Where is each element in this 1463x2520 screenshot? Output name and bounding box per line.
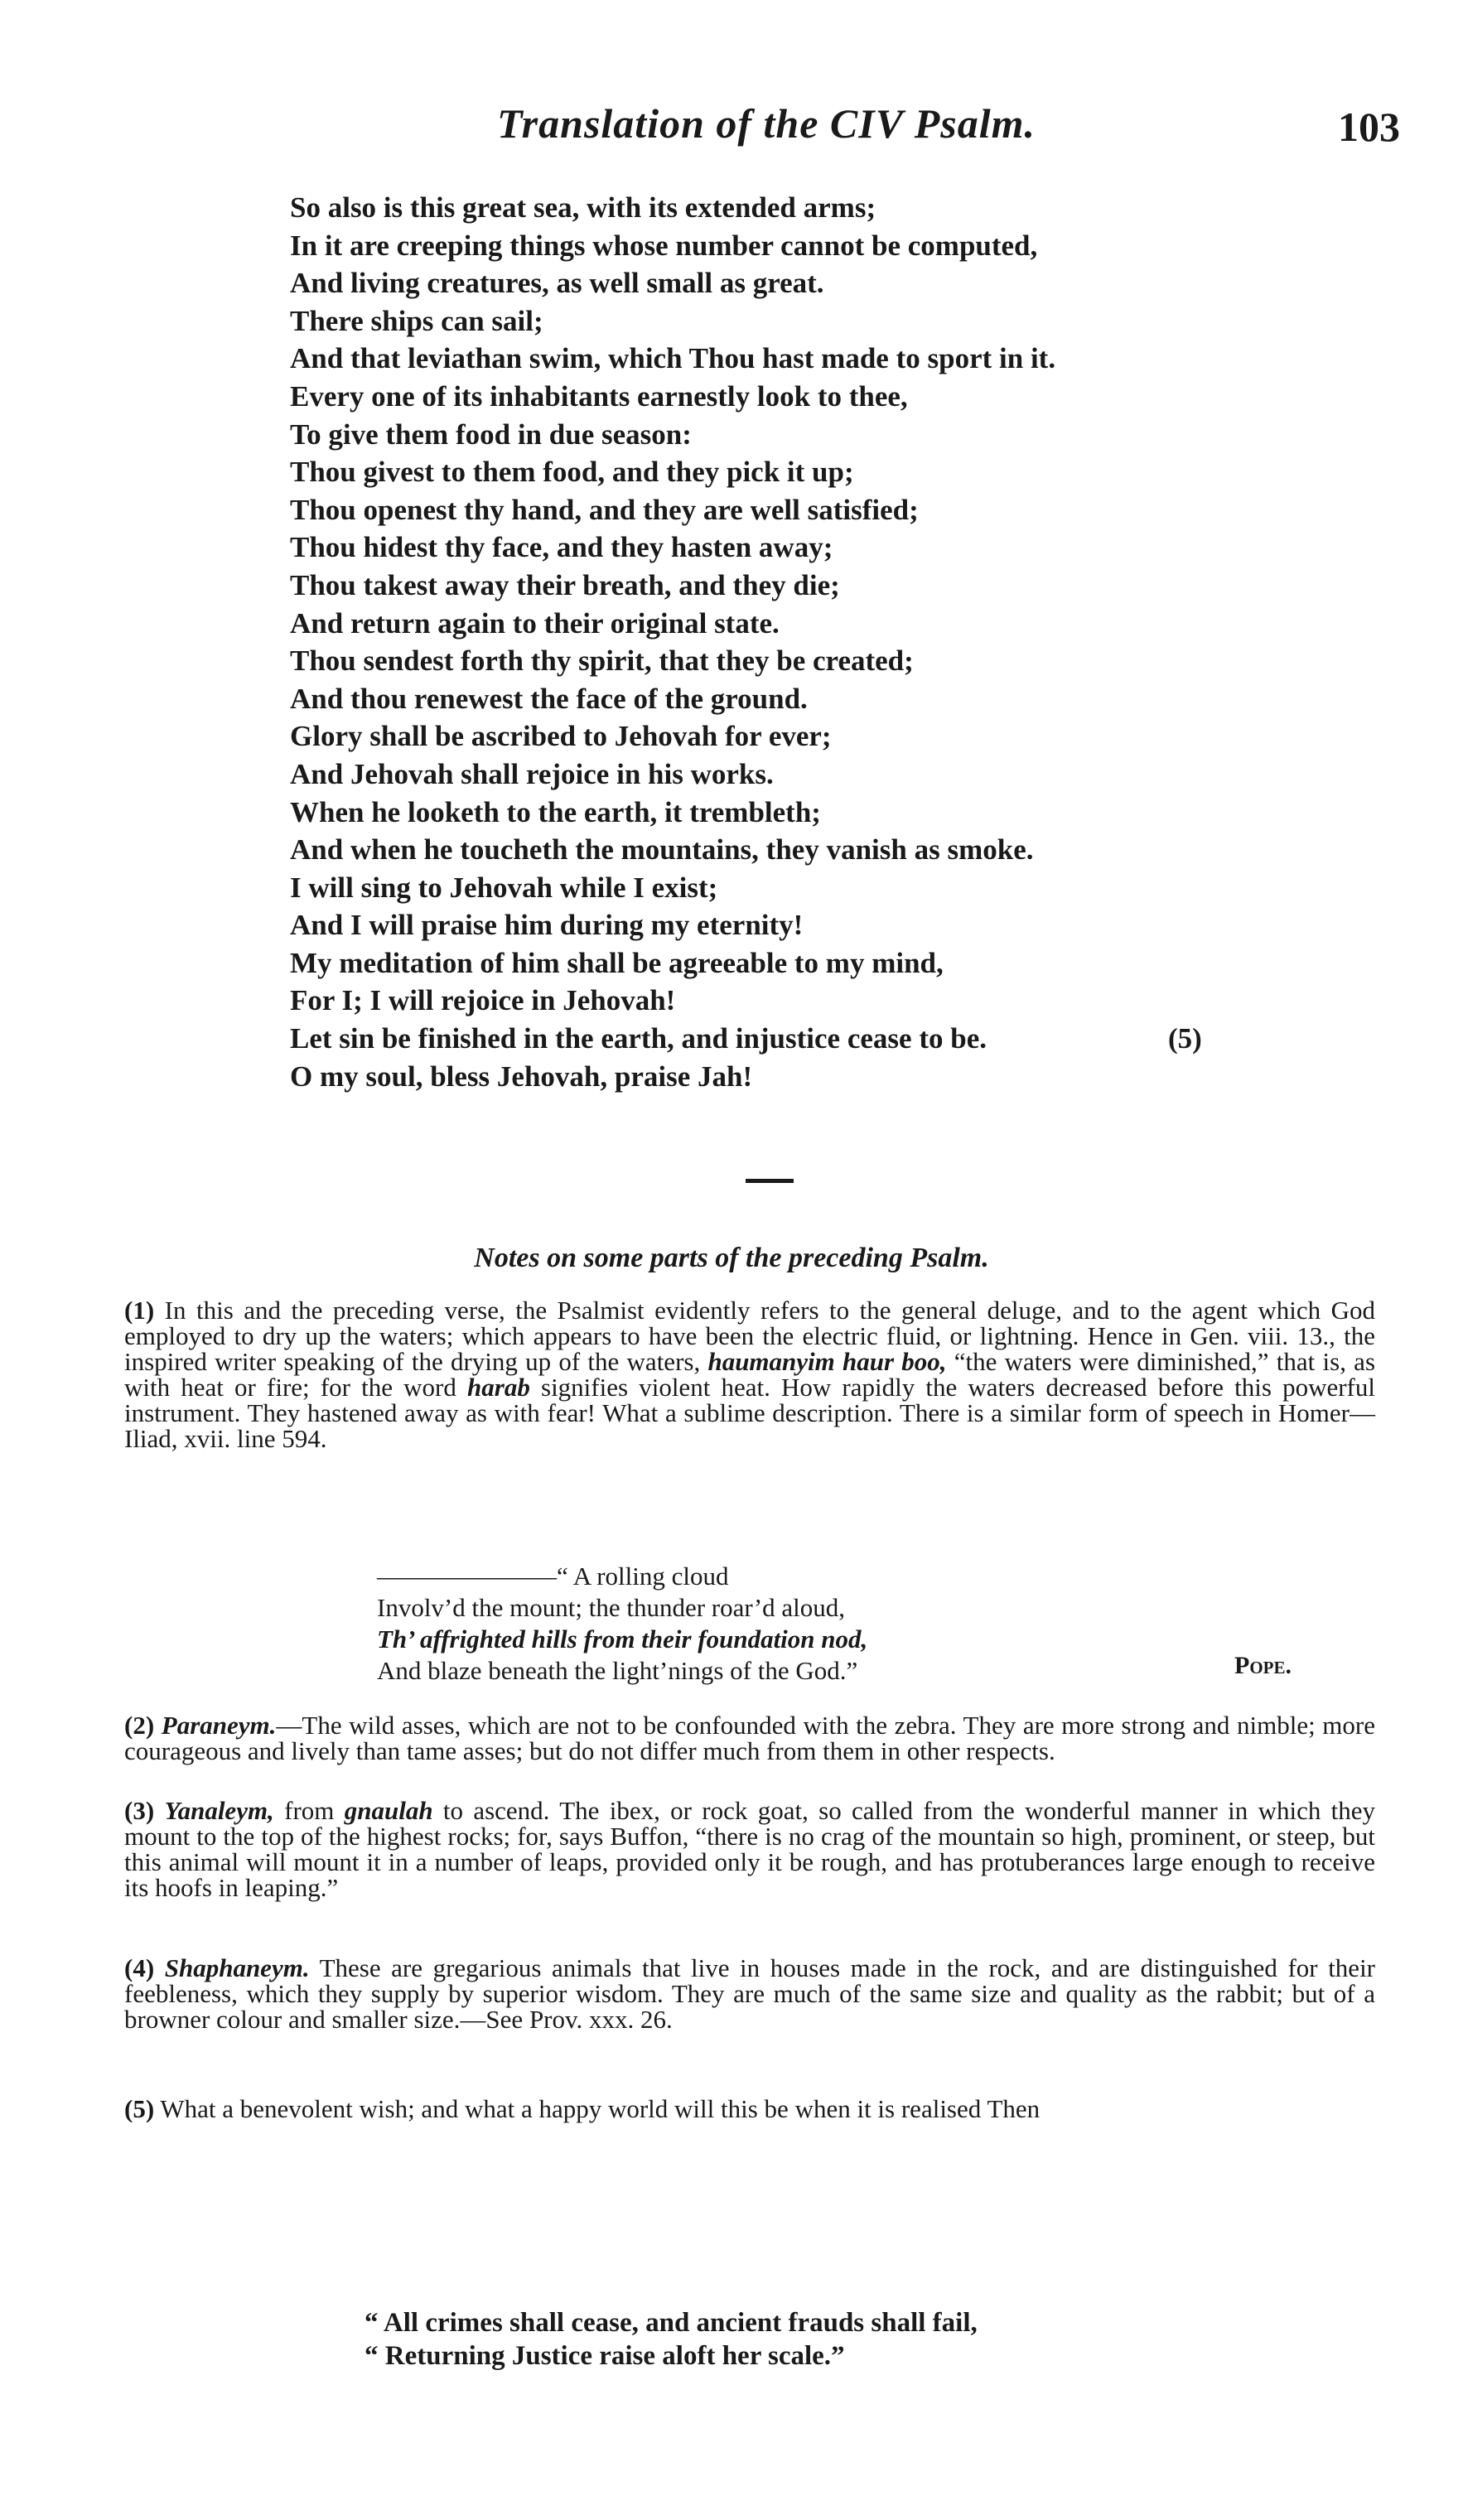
note-text: to ascend. The ibex, or rock goat, so called from the wonderful manner in which they mount to the top of the highest rocks; for, says Buffon, “there is no crag of the mountain so high, prominent, or steep, but this animal will mount it in a number of leaps, provided only it be rough, and has protuberances large enough to receive its hoofs in leaping.” bbox=[124, 1796, 1376, 1902]
quote-line: Th’ affrighted hills from their foundation nod, bbox=[377, 1624, 868, 1653]
quote-line: “ Returning Justice raise aloft her scale.” bbox=[365, 2341, 845, 2371]
note-text: —The wild asses, which are not to be confounded with the zebra. They are more strong and nimble; more courageous and lively than tame asses; but do not differ much from them in other respects. bbox=[124, 1711, 1376, 1765]
hebrew-term: Paraneym. bbox=[161, 1711, 277, 1740]
note-1 bbox=[124, 1297, 1375, 1451]
poem-line: I will sing to Jehovah while I exist; bbox=[290, 871, 718, 904]
quote-line: Involv’d the mount; the thunder roar’d aloud, bbox=[377, 1593, 846, 1622]
poem-line: There ships can sail; bbox=[290, 304, 543, 337]
note-4 bbox=[124, 1955, 1375, 2032]
hebrew-term: Yanaleym, bbox=[164, 1796, 274, 1825]
psalm-translation bbox=[290, 189, 1284, 1095]
note-number: (5) bbox=[124, 2094, 155, 2123]
note-number: (1) bbox=[124, 1296, 155, 1325]
poem-line: O my soul, bless Jehovah, praise Jah! bbox=[290, 1060, 753, 1093]
poem-line: When he looketh to the earth, it trembleth; bbox=[290, 795, 821, 828]
poem-line: And thou renewest the face of the ground. bbox=[290, 682, 808, 715]
closing-quote bbox=[365, 2306, 978, 2373]
poem-line: Thou sendest forth thy spirit, that they be created; bbox=[290, 644, 914, 678]
running-title: Translation of the CIV Psalm. bbox=[497, 100, 1036, 147]
note-text: from bbox=[284, 1796, 335, 1825]
poem-line: And living creatures, as well small as great. bbox=[290, 267, 824, 300]
note-paragraph bbox=[124, 1955, 1375, 2032]
hebrew-term: gnaulah bbox=[344, 1796, 433, 1825]
page-number: 103 bbox=[1338, 104, 1400, 150]
poem-line: In it are creeping things whose number cannot be computed, bbox=[290, 229, 1038, 262]
note-paragraph bbox=[124, 1798, 1375, 1900]
notes-heading: Notes on some parts of the preceding Psalm. bbox=[474, 1243, 989, 1273]
poem-line: Glory shall be ascribed to Jehovah for ever; bbox=[290, 720, 832, 753]
poem-line: And I will praise him during my eternity! bbox=[290, 909, 804, 942]
hebrew-term: harab bbox=[467, 1373, 530, 1402]
note-text: What a benevolent wish; and what a happy world will this be when it is realised Then bbox=[160, 2094, 1041, 2123]
quote-line: “ All crimes shall cease, and ancient frauds shall fail, bbox=[365, 2308, 978, 2338]
poem-line: Thou hidest thy face, and they hasten away; bbox=[290, 531, 833, 564]
note-number: (4) bbox=[124, 1953, 155, 1982]
hebrew-term: haumanyim haur boo, bbox=[707, 1347, 947, 1376]
quote-line: And blaze beneath the light’nings of the God.” bbox=[377, 1656, 858, 1685]
poem-line: Every one of its inhabitants earnestly look to thee, bbox=[290, 379, 908, 413]
note-text: “the waters were diminished,” that is, as with heat or fire; for the word bbox=[124, 1347, 1376, 1402]
note-text: In this and the preceding verse, the Psalmist evidently refers to the general deluge, and to the agent which God employed to dry up the waters; which appears to have been the electric fluid, or lightning. Hence in Gen. viii. 13., the inspired writer speaking of the drying up of the waters, bbox=[124, 1296, 1376, 1376]
poem-line: And return again to their original state. bbox=[290, 606, 780, 640]
homer-quote bbox=[377, 1561, 867, 1687]
note-paragraph bbox=[124, 1297, 1375, 1451]
hebrew-term: Shaphaneym. bbox=[164, 1953, 310, 1982]
quote-attribution: Pope. bbox=[1234, 1652, 1292, 1679]
note-2 bbox=[124, 1712, 1375, 1764]
quote-line: ———————“ A rolling cloud bbox=[377, 1562, 729, 1591]
note-number: (3) bbox=[124, 1796, 155, 1825]
note-paragraph bbox=[124, 2096, 1375, 2122]
poem-line: Thou givest to them food, and they pick it up; bbox=[290, 456, 854, 489]
poem-line: Thou openest thy hand, and they are well satisfied; bbox=[290, 493, 919, 526]
note-paragraph bbox=[124, 1712, 1375, 1764]
note-reference: (5) bbox=[1168, 1022, 1202, 1055]
poem-line-with-note bbox=[290, 1020, 1284, 1058]
poem-line: Thou takest away their breath, and they die; bbox=[290, 568, 840, 601]
note-3 bbox=[124, 1798, 1375, 1900]
section-divider bbox=[746, 1179, 794, 1183]
note-text: signifies violent heat. How rapidly the waters decreased before this powerful instrument. They hastened away as with fear! What a sublime description. There is a similar form of speech in Homer—Iliad, xvii. line 594. bbox=[124, 1373, 1375, 1453]
poem-line: And that leviathan swim, which Thou hast made to sport in it. bbox=[290, 342, 1056, 375]
poem-line: So also is this great sea, with its extended arms; bbox=[290, 191, 876, 224]
poem-line-text: Let sin be finished in the earth, and injustice cease to be. bbox=[290, 1022, 987, 1055]
page-header bbox=[497, 99, 1408, 166]
poem-line: And when he toucheth the mountains, they vanish as smoke. bbox=[290, 833, 1034, 867]
note-number: (2) bbox=[124, 1711, 155, 1740]
poem-line: For I; I will rejoice in Jehovah! bbox=[290, 984, 676, 1017]
poem-line: My meditation of him shall be agreeable to my mind, bbox=[290, 946, 944, 979]
note-text: These are gregarious animals that live in houses made in the rock, and are distinguished for their feebleness, which they supply by superior wisdom. They are much of the same size and quality as the rabbit; but of a browner colour and smaller size.—See Prov. xxx. 26. bbox=[124, 1953, 1376, 2034]
note-5 bbox=[124, 2096, 1375, 2122]
poem-line: And Jehovah shall rejoice in his works. bbox=[290, 757, 774, 790]
poem-line: To give them food in due season: bbox=[290, 418, 692, 451]
